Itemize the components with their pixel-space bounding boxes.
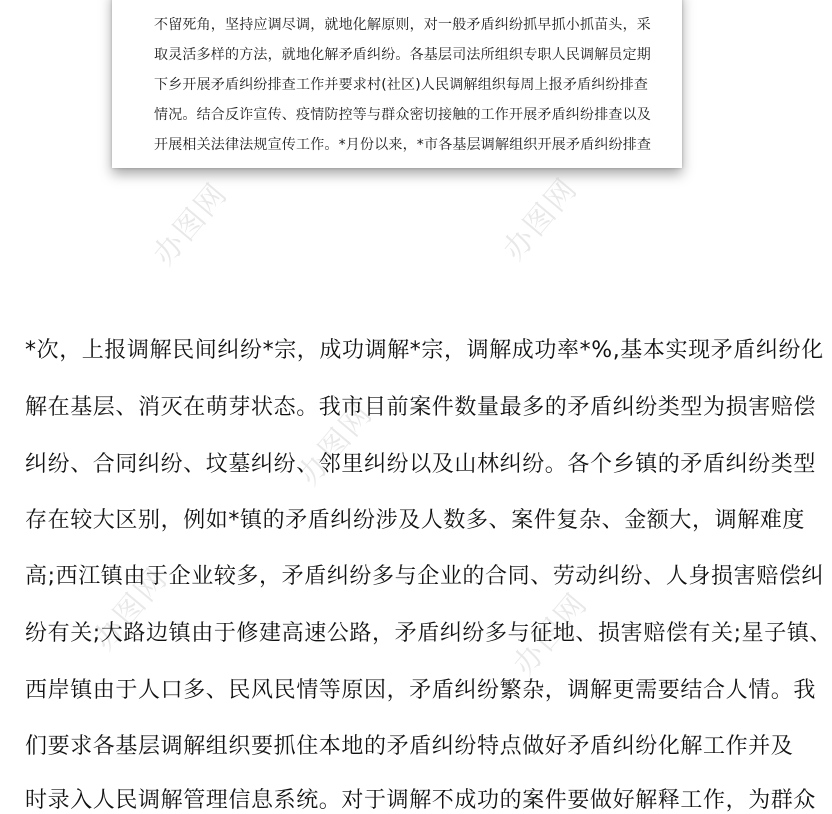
body-text-line: *次，上报调解民间纠纷*宗，成功调解*宗，调解成功率*%,基本实现矛盾纠纷化 — [25, 338, 824, 363]
body-text-line: 纠纷、合同纠纷、坟墓纠纷、邻里纠纷以及山林纠纷。各个乡镇的矛盾纠纷类型 — [25, 452, 817, 477]
body-text-line: 纷有关;大路边镇由于修建高速公路，矛盾纠纷多与征地、损害赔偿有关;星子镇、 — [25, 621, 832, 646]
preview-text-line: 情况。结合反诈宣传、疫情防控等与群众密切接触的工作开展矛盾纠纷排查以及 — [154, 107, 651, 123]
preview-text-line: 不留死角，坚持应调尽调，就地化解原则，对一般矛盾纠纷抓早抓小抓苗头，采 — [154, 17, 651, 33]
body-text-line: 解在基层、消灭在萌芽状态。我市目前案件数量最多的矛盾纠纷类型为损害赔偿 — [25, 395, 817, 420]
preview-text-line: 取灵活多样的方法，就地化解矛盾纠纷。各基层司法所组织专职人民调解员定期 — [154, 47, 651, 63]
body-text-line: 高;西江镇由于企业较多，矛盾纠纷多与企业的合同、劳动纠纷、人身损害赔偿纠 — [25, 564, 825, 589]
body-text-line: 们要求各基层调解组织要抓住本地的矛盾纠纷特点做好矛盾纠纷化解工作并及 — [25, 734, 794, 759]
body-text-line: 西岸镇由于人口多、民风民情等原因，矛盾纠纷繁杂，调解更需要结合人情。我 — [25, 678, 817, 703]
body-text-line: 时录入人民调解管理信息系统。对于调解不成功的案件要做好解释工作，为群众 — [25, 788, 817, 813]
watermark: 办图网 — [291, 396, 380, 493]
watermark: 办图网 — [506, 586, 595, 683]
preview-text-line: 下乡开展矛盾纠纷排查工作并要求村(社区)人民调解组织每周上报矛盾纠纷排查 — [154, 77, 649, 93]
watermark: 办图网 — [146, 176, 235, 273]
watermark: 办图网 — [496, 171, 585, 268]
document-preview-card — [112, 0, 682, 168]
preview-text-line: 开展相关法律法规宣传工作。*月份以来，*市各基层调解组织开展矛盾纠纷排查 — [154, 137, 652, 153]
watermark: 办图网 — [86, 561, 175, 658]
body-text-line: 存在较大区别，例如*镇的矛盾纠纷涉及人数多、案件复杂、金额大，调解难度 — [25, 508, 806, 533]
